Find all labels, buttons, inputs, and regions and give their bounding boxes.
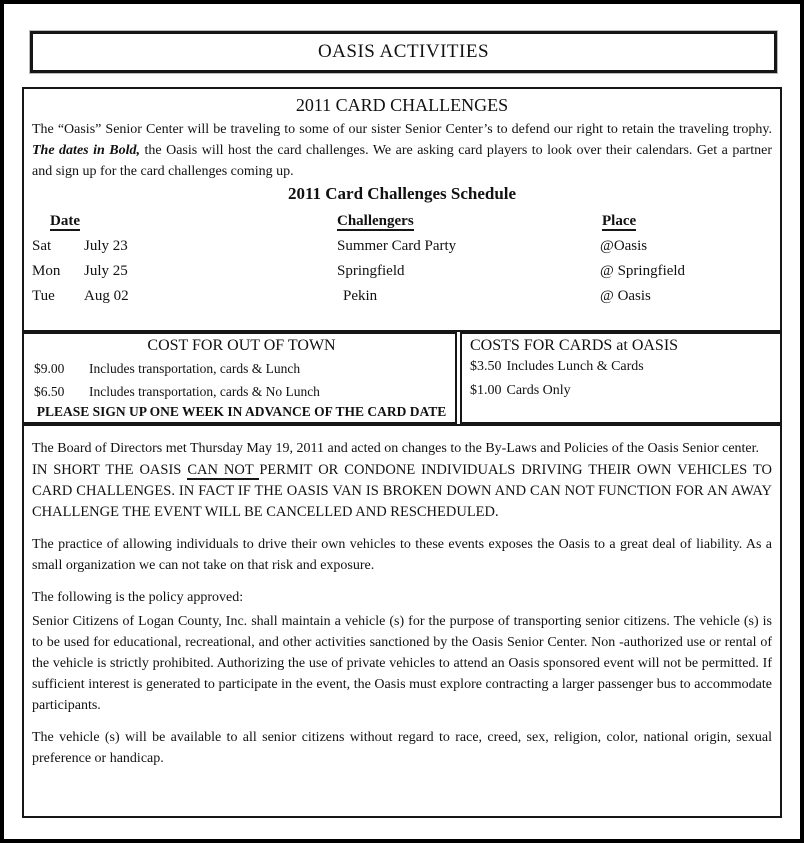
document-page [4,4,800,839]
in-short-paragraph [32,460,772,523]
cost-at-oasis-title: COSTS FOR CARDS at OASIS [470,337,679,354]
schedule-header-date: Date [50,213,80,229]
cost-price: $1.00 [470,383,502,398]
practice-paragraph: The practice of allowing individuals to drive their own vehicles to these events exposes the Oasis to a great deal of liability. As a small organization we can not take on that risk and exposure. [32,537,772,573]
schedule-place: @Oasis [600,238,648,254]
intro-text-bold-italic: The dates in Bold, [32,143,140,158]
cost-description: Cards Only [506,383,571,398]
availability-paragraph: The vehicle (s) will be available to all senior citizens without regard to race, creed, sex, religion, color, national origin, sexual preference or handicap. [32,730,772,766]
card-challenges-title: 2011 CARD CHALLENGES [295,95,509,115]
cost-description: Includes Lunch & Cards [506,359,644,374]
schedule-day: Mon [32,263,61,279]
cost-item [470,379,774,403]
cost-at-oasis-box [460,332,782,424]
cost-price: $9.00 [34,361,65,376]
schedule-challenger: Pekin [343,288,378,304]
schedule-day: Sat [32,238,52,254]
in-short-text-2: PERMIT OR CONDONE INDIVIDUALS DRIVING THEIR OWN VEHICLES TO CARD CHALLENGES. IN FACT IF THE OASIS VAN IS BROKEN DOWN AND CAN NOT FUNCTION FOR AN AWAY CHALLENGE THE EVENT WILL BE CANCELLED AND RESCHEDULED. [32,462,772,520]
schedule-date: Aug 02 [84,288,129,304]
schedule-header-challengers: Challengers [337,213,414,229]
schedule-challenger: Summer Card Party [337,238,457,254]
signup-note: PLEASE SIGN UP ONE WEEK IN ADVANCE OF THE CARD DATE [36,404,447,419]
policy-intro: The following is the policy approved: [32,590,244,605]
in-short-underlined: CAN NOT [187,462,260,478]
in-short-text-1: IN SHORT THE OASIS [32,462,188,478]
policy-paragraph: Senior Citizens of Logan County, Inc. shall maintain a vehicle (s) for the purpose of transporting senior citizens. The vehicle (s) is to be used for educational, recreational, and other activities sanctioned by the Oasis Senior Center. Non -authorized use or rental of the vehicle is strictly prohibited. Authorizing the use of private vehicles to attend an Oasis sponsored event will not be permitted. If sufficient interest is generated to participate in the event, the Oasis must explore contracting a larger passenger bus to accommodate participants. [32,614,772,713]
card-challenges-section [22,87,782,332]
document-title-box [30,31,777,73]
intro-text-1: The “Oasis” Senior Center will be traveling to some of our sister Senior Center’s to defend our right to retain the traveling trophy. [32,122,772,137]
schedule-header-place: Place [602,213,637,229]
cost-out-of-town-items [34,357,449,403]
intro-text-2: the Oasis will host the card challenges. We are asking card players to look over their calendars. Get a partner and sign up for the card challenges coming up. [32,143,772,179]
cost-out-of-town-box [22,332,457,424]
cost-description: Includes transportation, cards & No Lunch [89,384,320,399]
page-title: OASIS ACTIVITIES [317,41,490,62]
schedule-date: July 23 [84,238,128,254]
schedule-place: @ Oasis [600,288,651,304]
card-challenges-intro [32,119,772,182]
cost-description: Includes transportation, cards & Lunch [89,361,301,376]
schedule-table [32,208,772,309]
schedule-challenger: Springfield [337,263,405,279]
cost-item [470,355,774,379]
schedule-place: @ Springfield [600,263,686,279]
schedule-title: 2011 Card Challenges Schedule [287,184,517,203]
board-paragraph: The Board of Directors met Thursday May 19, 2011 and acted on changes to the By-Laws and Policies of the Oasis Senior center. [32,441,760,456]
schedule-date: July 25 [84,263,128,279]
cost-price: $6.50 [34,384,65,399]
schedule-day: Tue [32,288,55,304]
cost-price: $3.50 [470,359,502,374]
cost-out-of-town-title: COST FOR OUT OF TOWN [147,337,336,354]
cost-section [22,332,782,424]
policy-section [22,424,782,818]
